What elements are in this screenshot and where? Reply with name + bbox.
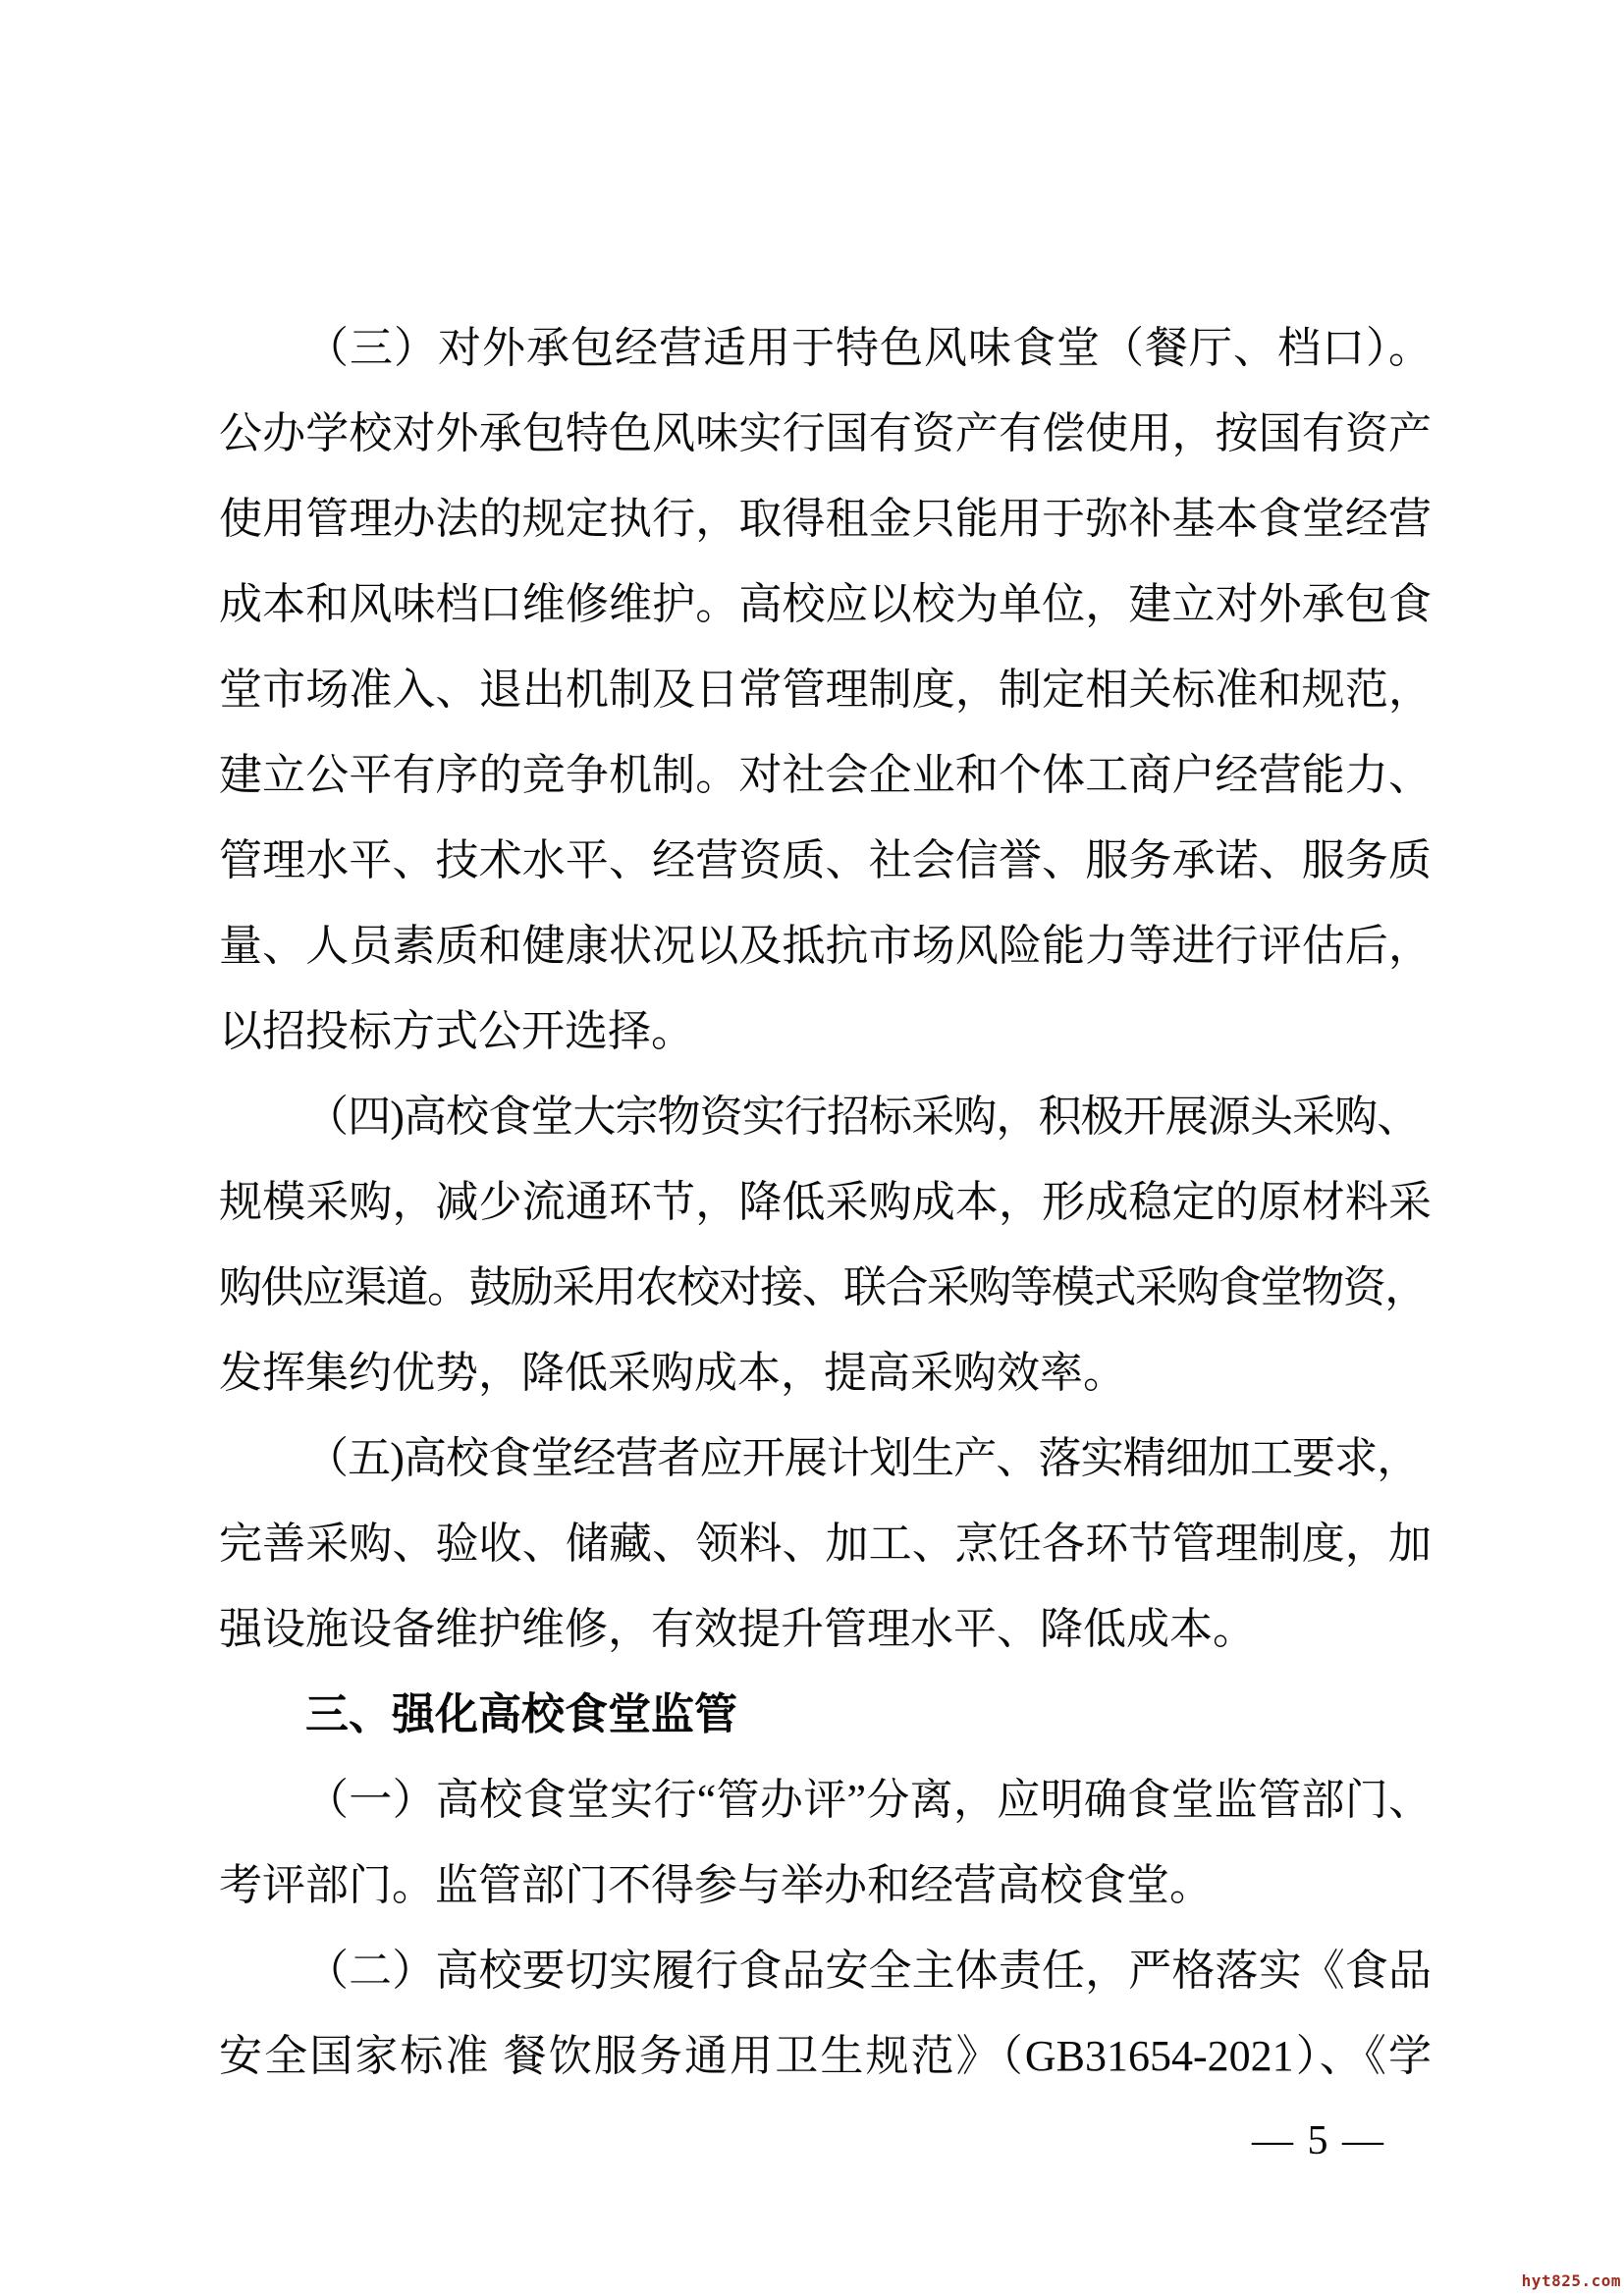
text-line: 管理水平、技术水平、经营资质、社会信誉、服务承诺、服务质: [219, 836, 1432, 884]
text-line: 量、人员素质和健康状况以及抵抗市场风险能力等进行评估后，: [219, 922, 1432, 970]
document-body: [219, 305, 1432, 2099]
text-line: 安全国家标准 餐饮服务通用卫生规范》（GB31654-2021）、《学: [219, 2032, 1432, 2080]
text-line: （二）高校要切实履行食品安全主体责任，严格落实《食品: [305, 1947, 1432, 1995]
text-line: 发挥集约优势，降低采购成本，提高采购效率。: [219, 1349, 1126, 1397]
text-line: （一）高校食堂实行“管办评”分离，应明确食堂监管部门、: [305, 1776, 1432, 1824]
text-line: 以招投标方式公开选择。: [219, 1007, 694, 1055]
text-line: 规模采购，减少流通环节，降低采购成本，形成稳定的原材料采: [219, 1178, 1432, 1226]
text-line: 完善采购、验收、储藏、领料、加工、烹饪各环节管理制度，加: [219, 1520, 1432, 1568]
watermark: hyt825.com: [1521, 2271, 1621, 2290]
text-line: （四)高校食堂大宗物资实行招标采购，积极开展源头采购、: [305, 1093, 1420, 1141]
text-line: 堂市场准入、退出机制及日常管理制度，制定相关标准和规范，: [219, 666, 1432, 714]
text-line: 公办学校对外承包特色风味实行国有资产有偿使用，按国有资产: [219, 409, 1432, 457]
text-line: 建立公平有序的竞争机制。对社会企业和个体工商户经营能力、: [219, 751, 1432, 799]
text-line: （三）对外承包经营适用于特色风味食堂（餐厅、档口）。: [305, 324, 1432, 372]
text-line: 购供应渠道。鼓励采用农校对接、联合采购等模式采购食堂物资，: [219, 1263, 1427, 1311]
section-heading: 三、强化高校食堂监管: [305, 1690, 737, 1738]
text-line: （五)高校食堂经营者应开展计划生产、落实精细加工要求，: [305, 1434, 1420, 1482]
text-line: 考评部门。监管部门不得参与举办和经营高校食堂。: [219, 1861, 1213, 1909]
text-line: 使用管理办法的规定执行，取得租金只能用于弥补基本食堂经营: [219, 495, 1432, 543]
text-line: 强设施设备维护维修，有效提升管理水平、降低成本。: [219, 1605, 1256, 1653]
page-number: — 5 —: [1252, 2118, 1385, 2163]
text-line: 成本和风味档口维修维护。高校应以校为单位，建立对外承包食: [219, 580, 1432, 628]
